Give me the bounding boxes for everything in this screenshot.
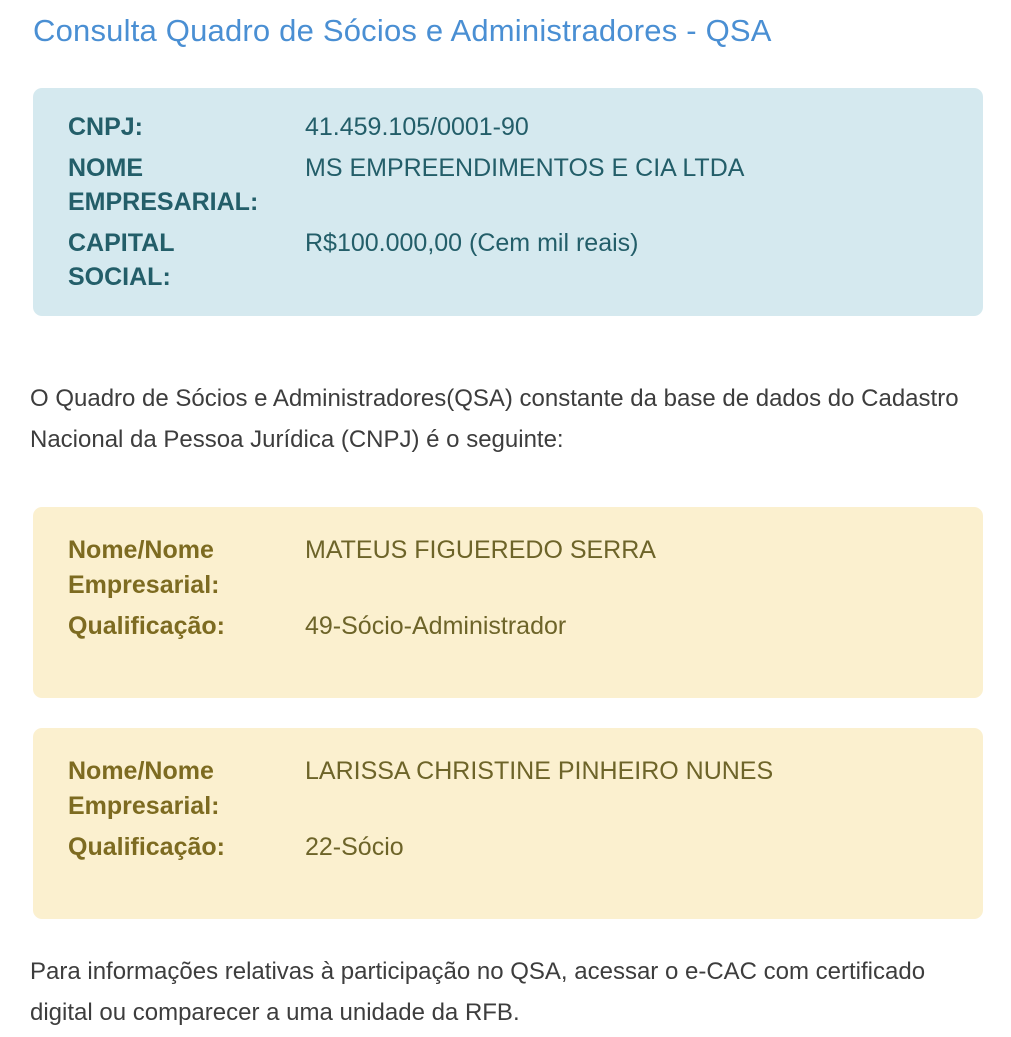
partner-qualification-label: Qualificação: bbox=[68, 612, 225, 640]
partner-qualification-row bbox=[68, 609, 948, 644]
partner-name-row bbox=[68, 533, 948, 603]
intro-text: O Quadro de Sócios e Administradores(QSA) constante da base de dados do Cadastro Nacional da Pessoa Jurídica (CNPJ) é o seguinte: bbox=[30, 385, 959, 453]
partner-name-label: Nome/Nome Empresarial: bbox=[68, 536, 220, 599]
partner-name-value: MATEUS FIGUEREDO SERRA bbox=[305, 536, 656, 564]
company-name-label: NOME EMPRESARIAL: bbox=[68, 154, 259, 216]
company-info-panel bbox=[33, 88, 983, 316]
capital-social-label: CAPITAL SOCIAL: bbox=[68, 229, 175, 291]
capital-social-row bbox=[68, 226, 948, 294]
partner-qualification-row bbox=[68, 830, 948, 865]
company-cnpj-row bbox=[68, 110, 948, 144]
capital-social-value: R$100.000,00 (Cem mil reais) bbox=[305, 229, 639, 257]
cnpj-label: CNPJ: bbox=[68, 113, 144, 141]
company-name-value: MS EMPREENDIMENTOS E CIA LTDA bbox=[305, 154, 745, 182]
partner-panel-2 bbox=[33, 728, 983, 919]
footer-text: Para informações relativas à participação no QSA, acessar o e-CAC com certificado digital ou comparecer a uma unidade da RFB. bbox=[30, 958, 926, 1026]
partner-name-row bbox=[68, 754, 948, 824]
partner-panel-1 bbox=[33, 507, 983, 698]
partner-name-label: Nome/Nome Empresarial: bbox=[68, 757, 220, 820]
cnpj-value: 41.459.105/0001-90 bbox=[305, 113, 529, 141]
page-title: Consulta Quadro de Sócios e Administradores - QSA bbox=[33, 13, 772, 48]
partner-name-value: LARISSA CHRISTINE PINHEIRO NUNES bbox=[305, 757, 774, 785]
partner-qualification-value: 49-Sócio-Administrador bbox=[305, 612, 567, 640]
company-name-row bbox=[68, 151, 948, 219]
partner-qualification-value: 22-Sócio bbox=[305, 833, 404, 861]
partner-qualification-label: Qualificação: bbox=[68, 833, 225, 861]
